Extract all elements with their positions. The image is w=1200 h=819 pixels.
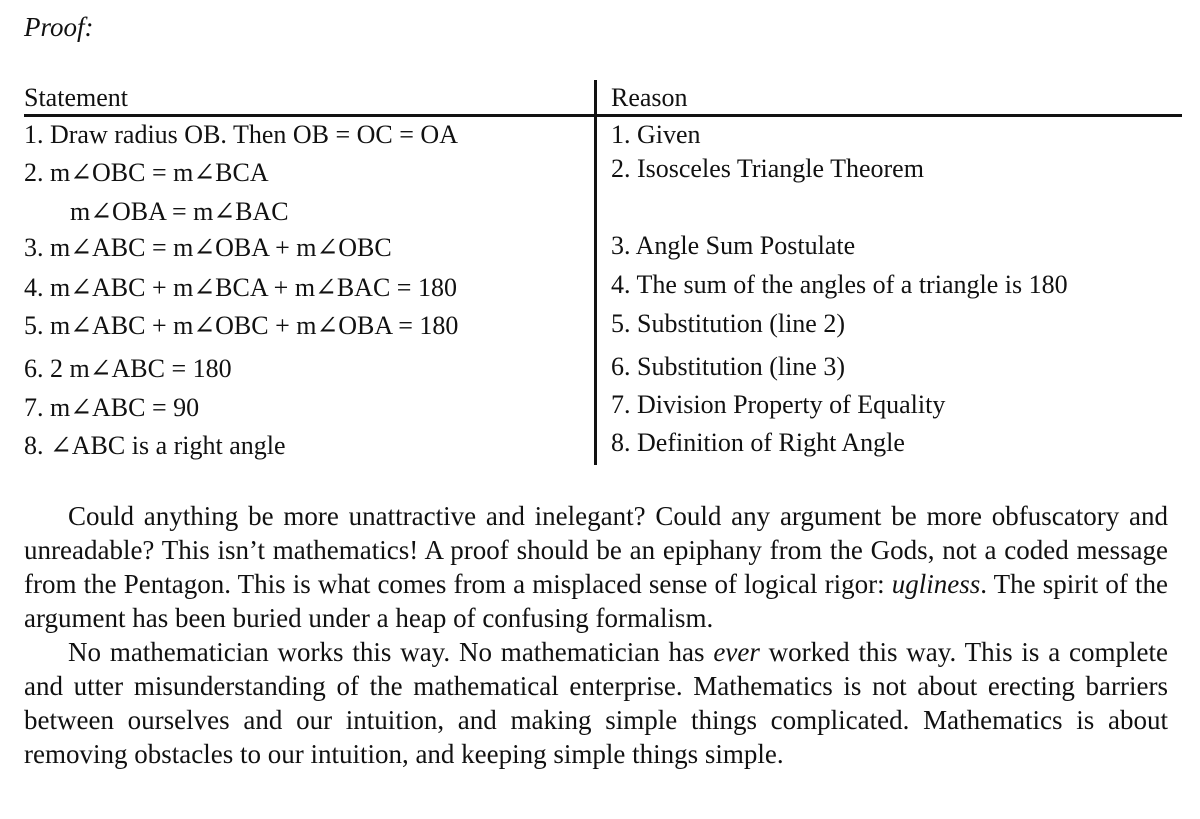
paragraph-1-emphasis: ugliness xyxy=(891,569,981,599)
paragraph-2-emphasis: ever xyxy=(713,637,760,667)
reason-1: 1. Given xyxy=(611,120,701,149)
header-rule xyxy=(24,114,1182,117)
reason-6: 6. Substitution (line 3) xyxy=(611,352,845,381)
reason-header: Reason xyxy=(611,83,688,112)
proof-label: Proof: xyxy=(24,12,94,42)
commentary xyxy=(24,499,1168,771)
statement-4: 4. m∠ABC + m∠BCA + m∠BAC = 180 xyxy=(24,273,457,302)
paragraph-1-text-b: . The spirit of the argument has been buried under a heap of confusing formalism. xyxy=(24,569,1168,633)
statement-header: Statement xyxy=(24,83,128,112)
statement-1: 1. Draw radius OB. Then OB = OC = OA xyxy=(24,120,458,149)
statement-6: 6. 2 m∠ABC = 180 xyxy=(24,354,232,383)
paragraph-2-text-b: worked this way. This is a complete and utter misunderstanding of the mathematical enterprise. Mathematics is not about erecting barriers between ourselves and our intuition, and making simple things complicated. Mathematics is about removing obstacles to our intuition, and keeping simple things simple. xyxy=(24,637,1168,769)
statement-5: 5. m∠ABC + m∠OBC + m∠OBA = 180 xyxy=(24,311,459,340)
reason-3: 3. Angle Sum Postulate xyxy=(611,231,856,260)
statement-2b: m∠OBA = m∠BAC xyxy=(70,197,289,226)
reason-5: 5. Substitution (line 2) xyxy=(611,309,845,338)
statement-2a: 2. m∠OBC = m∠BCA xyxy=(24,158,269,187)
proof-table xyxy=(24,80,1184,465)
statement-3: 3. m∠ABC = m∠OBA + m∠OBC xyxy=(24,233,392,262)
reason-4: 4. The sum of the angles of a triangle is 180 xyxy=(611,270,1068,299)
reason-7: 7. Division Property of Equality xyxy=(611,390,946,419)
reason-8: 8. Definition of Right Angle xyxy=(611,428,905,457)
paragraph-1 xyxy=(24,499,1168,635)
column-divider xyxy=(594,80,597,465)
paragraph-1-text-a: Could anything be more unattractive and inelegant? Could any argument be more obfuscatory and unreadable? This isn’t mathematics! A proof should be an epiphany from the Gods, not a coded message from the Pentagon. This is what comes from a misplaced sense of logical rigor: xyxy=(24,501,1168,599)
statement-7: 7. m∠ABC = 90 xyxy=(24,393,200,422)
paragraph-2 xyxy=(24,635,1168,771)
reason-2: 2. Isosceles Triangle Theorem xyxy=(611,154,924,183)
statement-8: 8. ∠ABC is a right angle xyxy=(24,431,286,460)
paragraph-2-text-a: No mathematician works this way. No mathematician has xyxy=(68,637,714,667)
